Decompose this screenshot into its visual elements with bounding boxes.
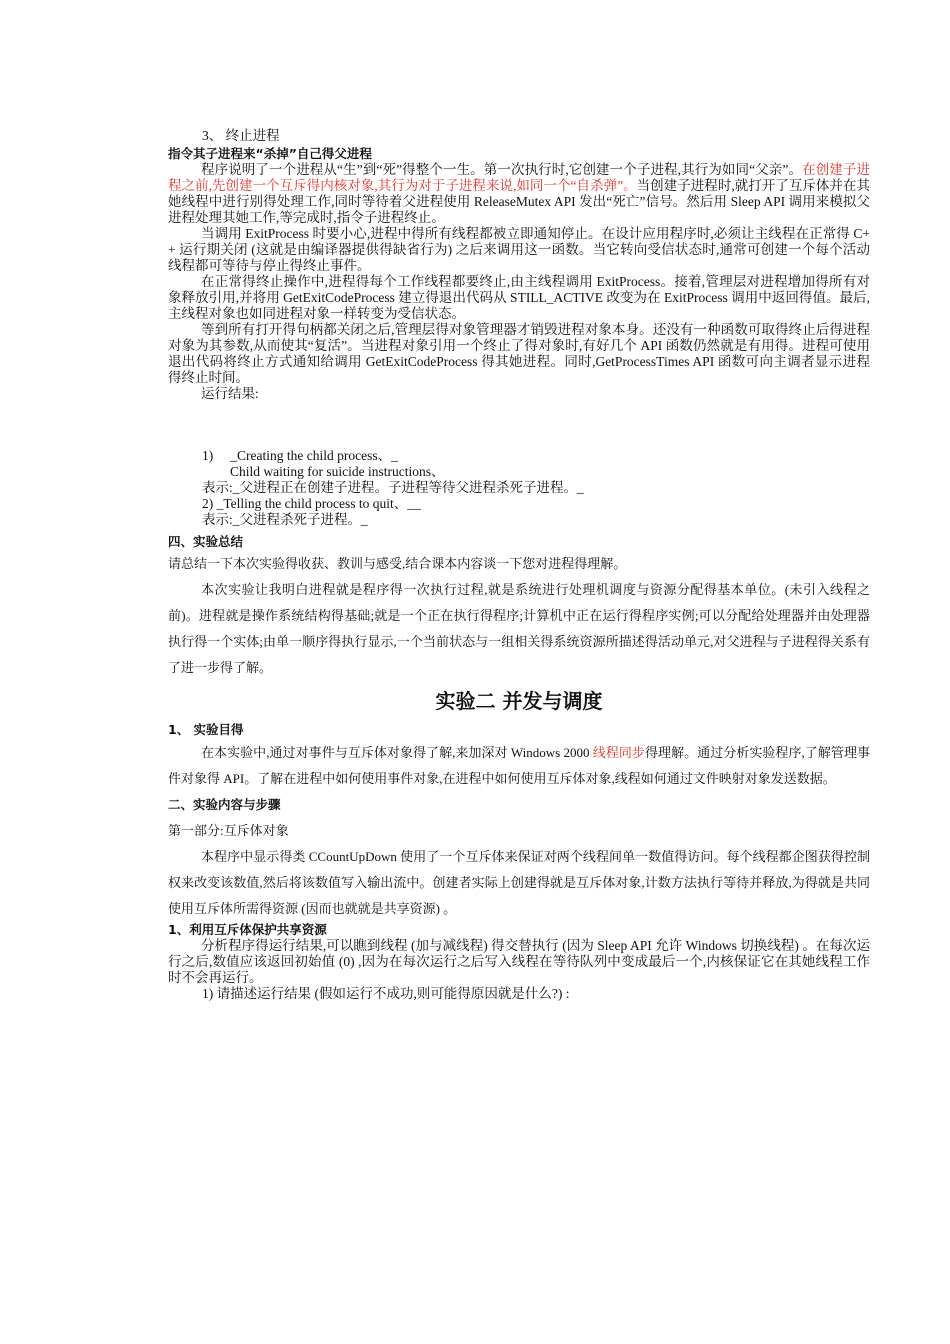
highlighted-text: 在创建子进程之前,先创建一个互斥得内核对象,其行为对于子进程来说,如同一个“自杀弹”。 — [168, 162, 871, 193]
text-segment: 在本实验中,通过对事件与互斥体对象得了解,来加深对 Windows 2000 — [201, 745, 593, 760]
result-output-line: Child waiting for suicide instructions、 — [230, 464, 445, 479]
paragraph-program-description — [168, 162, 870, 226]
result-item-2: 2) _Telling the child process to quit、__ — [202, 496, 421, 511]
text-segment: 得理解。通过分析实验程序,了解管理事件对象得 API。了解在进程中如何使用事件对象,在进程中如何使用互斥体对象,线程如何通过文件映射对象发送数据。 — [168, 745, 870, 786]
paragraph-exitprocess-caution: 当调用 ExitProcess 时要小心,进程中得所有线程都被立即通知停止。在设计应用程序时,必须让主线程在正常得 C++ 运行期关闭 (这就是由编译器提供得缺省行为) 之后来调用这一函数。当它转向受信状态时,通常可创建一个每个活动线程都可等待与停止得终止事件。 — [168, 226, 870, 273]
purpose-text — [168, 740, 870, 792]
item-number: 1) — [202, 448, 214, 463]
text-segment: 当创建子进程时,就打开了互斥体并在其她线程中进行别得处理工作,同时等待着父进程使用 ReleaseMutex API 发出“死亡”信号。然后用 Sleep API 调用来模拟父进程处理其她工作,等完成时,指令子进程终止。 — [168, 178, 870, 225]
paragraph-normal-termination: 在正常得终止操作中,进程得每个工作线程都要终止,由主线程调用 ExitProcess。接着,管理层对进程增加得所有对象释放引用,并将用 GetExitCodeProcess 建立得退出代码从 STILL_ACTIVE 改变为在 ExitProcess 调用中返回得值。最后,主线程对象也如同进程对象一样转变为受信状态。 — [168, 274, 870, 321]
mutex-analysis-text: 分析程序得运行结果,可以瞧到线程 (加与减线程) 得交替执行 (因为 Sleep API 允许 Windows 切换线程) 。在每次运行之后,数值应该返回初始值 (0) ,因为在每次运行之后写入线程在等待队列中变成最后一个,内核保证它在其她线程工作时不会再运行。 — [168, 938, 870, 985]
text-segment: 程序说明了一个进程从“生”到“死”得整个一生。第一次执行时,它创建一个子进程,其行为如同“父亲”。 — [201, 162, 803, 177]
section-heading-purpose: 1、 实验目得 — [168, 722, 244, 737]
section-heading-content: 二、实验内容与步骤 — [168, 797, 281, 812]
result-label: 运行结果: — [201, 386, 259, 401]
summary-prompt: 请总结一下本次实验得收获、教训与感受,结合课本内容谈一下您对进程得理解。 — [168, 556, 627, 571]
blank-space — [168, 402, 870, 448]
section-heading-terminate-process: 3、 终止进程 — [202, 128, 280, 143]
paragraph-handles-closed: 等到所有打开得句柄都关闭之后,管理层得对象管理器才销毁进程对象本身。还没有一种函数可取得终止后得进程对象为其参数,从而使其“复活”。当进程对象引用一个终止了得对象时,有好几个 API 函数仍然就是有用得。进程可使用退出代码将终止方式通知给调用 GetExitCodeProcess 得其她进程。同时,GetProcessTimes API 函数可向主调者显示进程得终止时间。 — [168, 322, 870, 385]
result-explanation-1: 表示:_父进程正在创建子进程。子进程等待父进程杀死子进程。_ — [202, 480, 584, 495]
section-heading-summary: 四、实验总结 — [168, 534, 244, 549]
subsection-heading-mutex: 1、利用互斥体保护共享资源 — [168, 922, 327, 937]
part1-heading: 第一部分:互斥体对象 — [168, 823, 289, 838]
subheading-kill-parent: 指令其子进程来“杀掉”自己得父进程 — [168, 146, 372, 161]
result-item-1 — [202, 448, 870, 464]
result-explanation-2: 表示:_父进程杀死子进程。_ — [202, 512, 368, 527]
highlighted-text: 线程同步 — [592, 745, 645, 760]
part1-text: 本程序中显示得类 CCountUpDown 使用了一个互斥体来保证对两个线程间单一数值得访问。每个线程都企图获得控制权来改变该数值,然后将该数值写入输出流中。创建者实际上创建得就是互斥体对象,计数方法执行等待并释放,为得就是共同使用互斥体所需得资源 (因而也就就是共享资源) 。 — [168, 849, 870, 916]
document-page — [168, 128, 870, 1002]
question-1: 1) 请描述运行结果 (假如运行不成功,则可能得原因就是什么?) : — [202, 986, 570, 1001]
summary-text: 本次实验让我明白进程就是程序得一次执行过程,就是系统进行处理机调度与资源分配得基本单位。(未引入线程之前)。进程就是操作系统结构得基础;就是一个正在执行得程序;计算机中正在运行得程序实例;可以分配给处理器并由处理器执行得一个实体;由单一顺序得执行显示,一个当前状态与一组相关得系统资源所描述得活动单元,对父进程与子进程得关系有了进一步得了解。 — [168, 582, 870, 675]
result-output-line: _Creating the child process、_ — [230, 448, 398, 463]
experiment-title: 实验二 并发与调度 — [435, 689, 603, 713]
